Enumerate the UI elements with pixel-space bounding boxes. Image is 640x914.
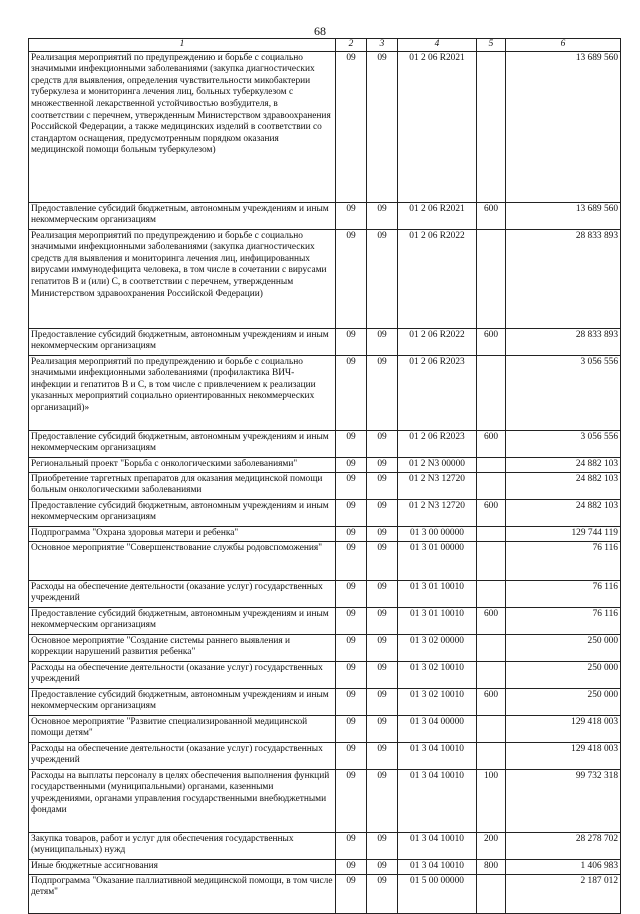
row-expense-type [477, 229, 506, 328]
row-section-code: 09 [336, 541, 367, 580]
row-section-code: 09 [336, 742, 367, 769]
row-target-code: 01 2 06 R2022 [398, 229, 477, 328]
row-amount: 24 882 103 [506, 472, 621, 499]
budget-table [28, 38, 621, 914]
row-description: Расходы на обеспечение деятельности (оказание услуг) государственных учреждений [29, 742, 336, 769]
row-amount: 28 833 893 [506, 328, 621, 355]
row-section-code: 09 [336, 355, 367, 430]
row-subsection-code: 09 [367, 499, 398, 526]
table-row [29, 661, 621, 688]
header-row [29, 39, 621, 52]
table-row [29, 580, 621, 607]
row-description: Иные бюджетные ассигнования [29, 859, 336, 874]
row-amount: 99 732 318 [506, 769, 621, 832]
row-expense-type [477, 661, 506, 688]
page-number: 68 [314, 24, 326, 38]
row-description: Приобретение таргетных препаратов для оказания медицинской помощи больным онкологическими заболеваниями [29, 472, 336, 499]
row-description: Подпрограмма "Охрана здоровья матери и ребенка" [29, 526, 336, 541]
row-section-code: 09 [336, 607, 367, 634]
row-description: Предоставление субсидий бюджетным, автономным учреждениям и иным некоммерческим организациям [29, 607, 336, 634]
row-expense-type [477, 874, 506, 913]
table-row [29, 328, 621, 355]
row-subsection-code: 09 [367, 51, 398, 202]
row-subsection-code: 09 [367, 688, 398, 715]
row-target-code: 01 2 06 R2021 [398, 51, 477, 202]
row-target-code: 01 2 06 R2023 [398, 430, 477, 457]
row-target-code: 01 3 01 10010 [398, 580, 477, 607]
row-subsection-code: 09 [367, 430, 398, 457]
row-subsection-code: 09 [367, 355, 398, 430]
row-section-code: 09 [336, 472, 367, 499]
table-row [29, 430, 621, 457]
table-row [29, 526, 621, 541]
row-description: Реализация мероприятий по предупреждению и борьбе с социально значимыми инфекционными заболеваниями (закупка диагностических средств для выявления и мониторинга лечения лиц, инфицированных вирусами иммунодефицита человека, в том числе в сочетании с вирусами гепатитов В и (или) С, в соответствии с перечнем, утвержденным Министерством здравоохранения Российской Федерации) [29, 229, 336, 328]
row-amount: 28 278 702 [506, 832, 621, 859]
row-amount: 76 116 [506, 541, 621, 580]
row-description: Региональный проект "Борьба с онкологическими заболеваниями" [29, 457, 336, 472]
row-subsection-code: 09 [367, 634, 398, 661]
row-expense-type: 200 [477, 832, 506, 859]
row-expense-type [477, 541, 506, 580]
row-subsection-code: 09 [367, 769, 398, 832]
table-row [29, 688, 621, 715]
row-description: Расходы на обеспечение деятельности (оказание услуг) государственных учреждений [29, 661, 336, 688]
row-expense-type [477, 472, 506, 499]
row-target-code: 01 2 06 R2021 [398, 202, 477, 229]
row-section-code: 09 [336, 661, 367, 688]
row-expense-type [477, 580, 506, 607]
row-target-code: 01 2 06 R2022 [398, 328, 477, 355]
row-expense-type: 600 [477, 499, 506, 526]
row-subsection-code: 09 [367, 661, 398, 688]
row-section-code: 09 [336, 832, 367, 859]
row-amount: 76 116 [506, 580, 621, 607]
row-subsection-code: 09 [367, 607, 398, 634]
row-target-code: 01 3 02 10010 [398, 661, 477, 688]
row-section-code: 09 [336, 499, 367, 526]
row-expense-type [477, 742, 506, 769]
row-expense-type: 600 [477, 328, 506, 355]
table-row [29, 859, 621, 874]
row-description: Предоставление субсидий бюджетным, автономным учреждениям и иным некоммерческим организациям [29, 328, 336, 355]
row-section-code: 09 [336, 859, 367, 874]
row-section-code: 09 [336, 457, 367, 472]
table-row [29, 229, 621, 328]
row-subsection-code: 09 [367, 202, 398, 229]
row-amount: 28 833 893 [506, 229, 621, 328]
row-section-code: 09 [336, 229, 367, 328]
row-target-code: 01 3 02 10010 [398, 688, 477, 715]
table-row [29, 715, 621, 742]
col-header-3: 3 [367, 39, 398, 52]
row-section-code: 09 [336, 51, 367, 202]
row-description: Расходы на выплаты персоналу в целях обеспечения выполнения функций государственными (муниципальными) органами, казенными учреждениями, органами управления государственными внебюджетными фондами [29, 769, 336, 832]
row-subsection-code: 09 [367, 526, 398, 541]
table-row [29, 832, 621, 859]
row-expense-type: 600 [477, 688, 506, 715]
row-expense-type [477, 715, 506, 742]
row-target-code: 01 3 01 00000 [398, 541, 477, 580]
row-description: Основное мероприятие "Развитие специализированной медицинской помощи детям" [29, 715, 336, 742]
row-section-code: 09 [336, 634, 367, 661]
row-target-code: 01 3 02 00000 [398, 634, 477, 661]
row-expense-type: 100 [477, 769, 506, 832]
col-header-6: 6 [506, 39, 621, 52]
row-target-code: 01 3 00 00000 [398, 526, 477, 541]
row-description: Предоставление субсидий бюджетным, автономным учреждениям и иным некоммерческим организациям [29, 499, 336, 526]
row-description: Предоставление субсидий бюджетным, автономным учреждениям и иным некоммерческим организациям [29, 202, 336, 229]
row-section-code: 09 [336, 769, 367, 832]
row-expense-type: 600 [477, 202, 506, 229]
row-amount: 76 116 [506, 607, 621, 634]
row-section-code: 09 [336, 580, 367, 607]
row-target-code: 01 3 04 10010 [398, 859, 477, 874]
row-amount: 250 000 [506, 688, 621, 715]
row-amount: 250 000 [506, 634, 621, 661]
row-subsection-code: 09 [367, 541, 398, 580]
row-expense-type [477, 634, 506, 661]
row-section-code: 09 [336, 688, 367, 715]
row-subsection-code: 09 [367, 859, 398, 874]
row-target-code: 01 3 04 00000 [398, 715, 477, 742]
row-amount: 2 187 012 [506, 874, 621, 913]
row-target-code: 01 2 N3 00000 [398, 457, 477, 472]
row-description: Закупка товаров, работ и услуг для обеспечения государственных (муниципальных) нужд [29, 832, 336, 859]
row-section-code: 09 [336, 202, 367, 229]
row-section-code: 09 [336, 430, 367, 457]
row-description: Реализация мероприятий по предупреждению и борьбе с социально значимыми инфекционными заболеваниями (закупка диагностических средств для выявления, определения чувствительности микобактерии туберкулеза и мониторинга лечения лиц, больных туберкулезом с множественной лекарственной устойчивостью возбудителя, в соответствии с перечнем, утвержденным Министерством здравоохранения Российской Федерации, а также медицинских изделий в соответствии со стандартом оснащения, предусмотренным порядком оказания медицинской помощи больным туберкулезом) [29, 51, 336, 202]
col-header-1: 1 [29, 39, 336, 52]
row-amount: 24 882 103 [506, 499, 621, 526]
row-expense-type: 800 [477, 859, 506, 874]
row-expense-type [477, 457, 506, 472]
row-target-code: 01 3 04 10010 [398, 769, 477, 832]
row-expense-type: 600 [477, 607, 506, 634]
table-body [29, 51, 621, 913]
row-amount: 13 689 560 [506, 202, 621, 229]
table-row [29, 769, 621, 832]
table-row [29, 634, 621, 661]
row-subsection-code: 09 [367, 328, 398, 355]
row-section-code: 09 [336, 328, 367, 355]
row-target-code: 01 2 06 R2023 [398, 355, 477, 430]
table-row [29, 457, 621, 472]
row-target-code: 01 2 N3 12720 [398, 499, 477, 526]
row-expense-type [477, 355, 506, 430]
table-row [29, 874, 621, 913]
row-expense-type: 600 [477, 430, 506, 457]
table-row [29, 742, 621, 769]
row-amount: 129 418 003 [506, 715, 621, 742]
row-subsection-code: 09 [367, 457, 398, 472]
row-amount: 129 744 119 [506, 526, 621, 541]
table-row [29, 472, 621, 499]
col-header-2: 2 [336, 39, 367, 52]
table-row [29, 355, 621, 430]
row-amount: 129 418 003 [506, 742, 621, 769]
table-row [29, 499, 621, 526]
row-expense-type [477, 526, 506, 541]
row-description: Реализация мероприятий по предупреждению и борьбе с социально значимыми инфекционными заболеваниями (профилактика ВИЧ-инфекции и гепатитов В и С, в том числе с привлечением к реализации указанных мероприятий социально ориентированных некоммерческих организаций)» [29, 355, 336, 430]
row-target-code: 01 3 01 10010 [398, 607, 477, 634]
row-target-code: 01 5 00 00000 [398, 874, 477, 913]
row-amount: 3 056 556 [506, 430, 621, 457]
row-subsection-code: 09 [367, 715, 398, 742]
row-subsection-code: 09 [367, 580, 398, 607]
row-target-code: 01 2 N3 12720 [398, 472, 477, 499]
row-amount: 250 000 [506, 661, 621, 688]
row-amount: 1 406 983 [506, 859, 621, 874]
row-section-code: 09 [336, 715, 367, 742]
table-row [29, 202, 621, 229]
row-amount: 3 056 556 [506, 355, 621, 430]
row-target-code: 01 3 04 10010 [398, 742, 477, 769]
row-subsection-code: 09 [367, 229, 398, 328]
table-row [29, 541, 621, 580]
table-row [29, 51, 621, 202]
row-subsection-code: 09 [367, 874, 398, 913]
row-target-code: 01 3 04 10010 [398, 832, 477, 859]
row-description: Предоставление субсидий бюджетным, автономным учреждениям и иным некоммерческим организациям [29, 688, 336, 715]
row-section-code: 09 [336, 874, 367, 913]
row-description: Основное мероприятие "Создание системы раннего выявления и коррекции нарушений развития ребенка" [29, 634, 336, 661]
row-subsection-code: 09 [367, 742, 398, 769]
row-amount: 13 689 560 [506, 51, 621, 202]
row-subsection-code: 09 [367, 832, 398, 859]
table-row [29, 607, 621, 634]
row-amount: 24 882 103 [506, 457, 621, 472]
row-description: Подпрограмма "Оказание паллиативной медицинской помощи, в том числе детям" [29, 874, 336, 913]
col-header-4: 4 [398, 39, 477, 52]
row-expense-type [477, 51, 506, 202]
col-header-5: 5 [477, 39, 506, 52]
row-description: Предоставление субсидий бюджетным, автономным учреждениям и иным некоммерческим организациям [29, 430, 336, 457]
row-description: Основное мероприятие "Совершенствование службы родовспоможения" [29, 541, 336, 580]
row-subsection-code: 09 [367, 472, 398, 499]
row-description: Расходы на обеспечение деятельности (оказание услуг) государственных учреждений [29, 580, 336, 607]
row-section-code: 09 [336, 526, 367, 541]
